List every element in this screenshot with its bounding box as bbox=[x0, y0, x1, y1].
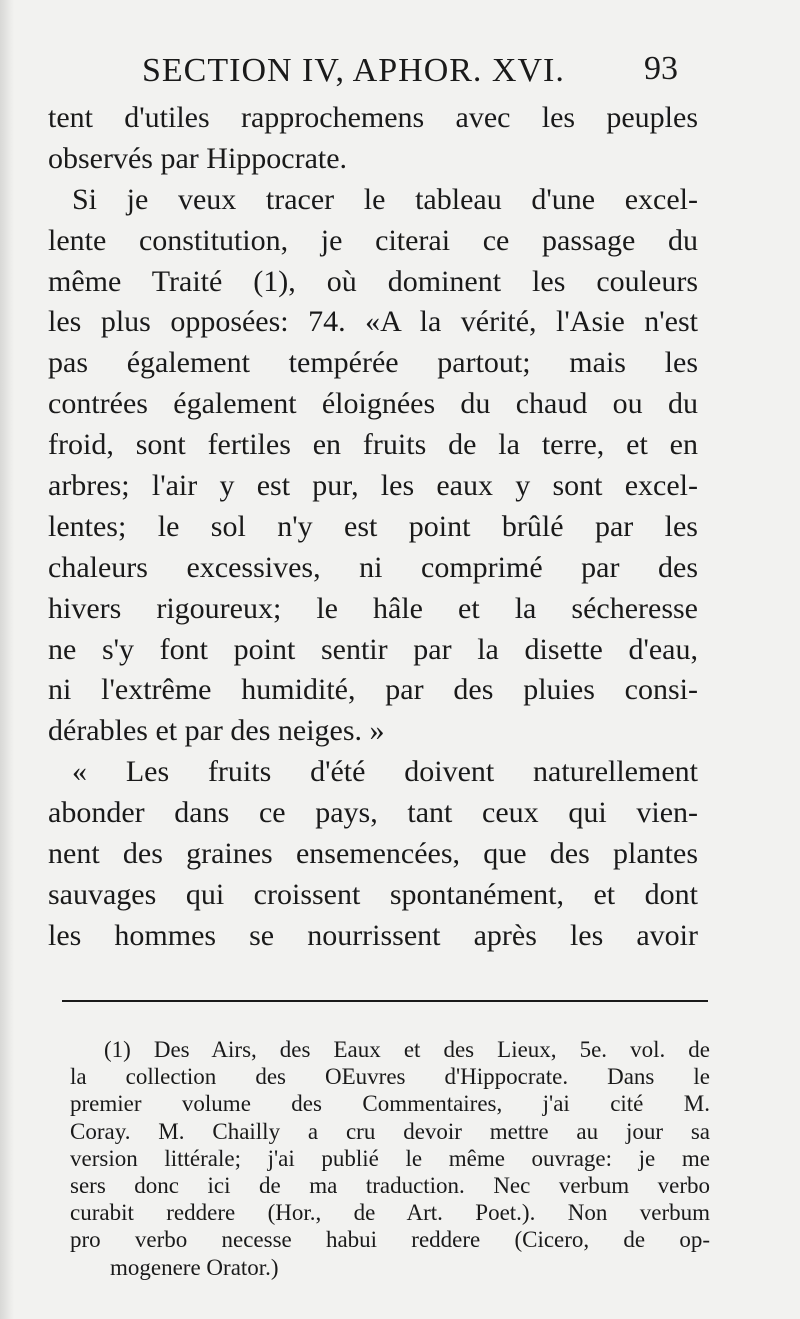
text-line: froid, sont fertiles en fruits de la terre, et en bbox=[48, 428, 698, 462]
text-line: ni l'extrême humidité, par des pluies consi- bbox=[48, 673, 698, 707]
text-line: « Les fruits d'été doivent naturellement bbox=[72, 755, 698, 789]
footnote-line: (1) Des Airs, des Eaux et des Lieux, 5e. vol. de bbox=[104, 1037, 710, 1062]
text-line: même Traité (1), où dominent les couleurs bbox=[48, 264, 698, 298]
text-line: sauvages qui croissent spontanément, et dont bbox=[48, 877, 698, 911]
text-line: les hommes se nourrissent après les avoir bbox=[48, 918, 698, 952]
text-line: abonder dans ce pays, tant ceux qui vien- bbox=[48, 796, 698, 830]
text-line: Si je veux tracer le tableau d'une excel- bbox=[72, 182, 698, 216]
footnote-line: sers donc ici de ma traduction. Nec verbum verbo bbox=[70, 1172, 710, 1198]
text-line: hivers rigoureux; le hâle et la sécheresse bbox=[48, 591, 698, 625]
footnote-rule bbox=[62, 1000, 708, 1002]
text-line: lente constitution, je citerai ce passage du bbox=[48, 223, 698, 257]
footnote-line: premier volume des Commentaires, j'ai cité M. bbox=[70, 1091, 710, 1117]
running-head: SECTION IV, APHOR. XVI. bbox=[142, 52, 565, 89]
text-line: dérables et par des neiges. » bbox=[48, 714, 385, 748]
footnote-line: la collection des OEuvres d'Hippocrate. Dans le bbox=[70, 1064, 710, 1090]
text-line: lentes; le sol n'y est point brûlé par les bbox=[48, 509, 698, 543]
scan-edge-shadow bbox=[0, 0, 14, 1319]
footnote-line: pro verbo necesse habui reddere (Cicero, de op- bbox=[70, 1227, 710, 1253]
text-line: les plus opposées: 74. «A la vérité, l'Asie n'est bbox=[48, 305, 698, 339]
text-line: pas également tempérée partout; mais les bbox=[48, 346, 698, 380]
text-line: contrées également éloignées du chaud ou du bbox=[48, 387, 698, 421]
text-line: tent d'utiles rapprochemens avec les peuples bbox=[48, 101, 698, 134]
footnote-line: curabit reddere (Hor., de Art. Poet.). Non verbum bbox=[70, 1200, 710, 1226]
footnote bbox=[70, 1036, 710, 1281]
text-line: nent des graines ensemencées, que des plantes bbox=[48, 837, 698, 871]
page-header bbox=[50, 48, 690, 98]
text-line: chaleurs excessives, ni comprimé par des bbox=[48, 550, 698, 584]
text-line: arbres; l'air y est pur, les eaux y sont excel- bbox=[48, 469, 698, 503]
text-line: ne s'y font point sentir par la disette d'eau, bbox=[48, 632, 698, 666]
footnote-line: Coray. M. Chailly a cru devoir mettre au jour sa bbox=[70, 1118, 710, 1144]
page-number: 93 bbox=[644, 50, 678, 87]
main-text bbox=[48, 98, 698, 957]
footnote-line: mogenere Orator.) bbox=[110, 1254, 279, 1280]
footnote-line: version littérale; j'ai publié le même ouvrage: je me bbox=[70, 1145, 710, 1171]
text-line: observés par Hippocrate. bbox=[48, 141, 348, 175]
